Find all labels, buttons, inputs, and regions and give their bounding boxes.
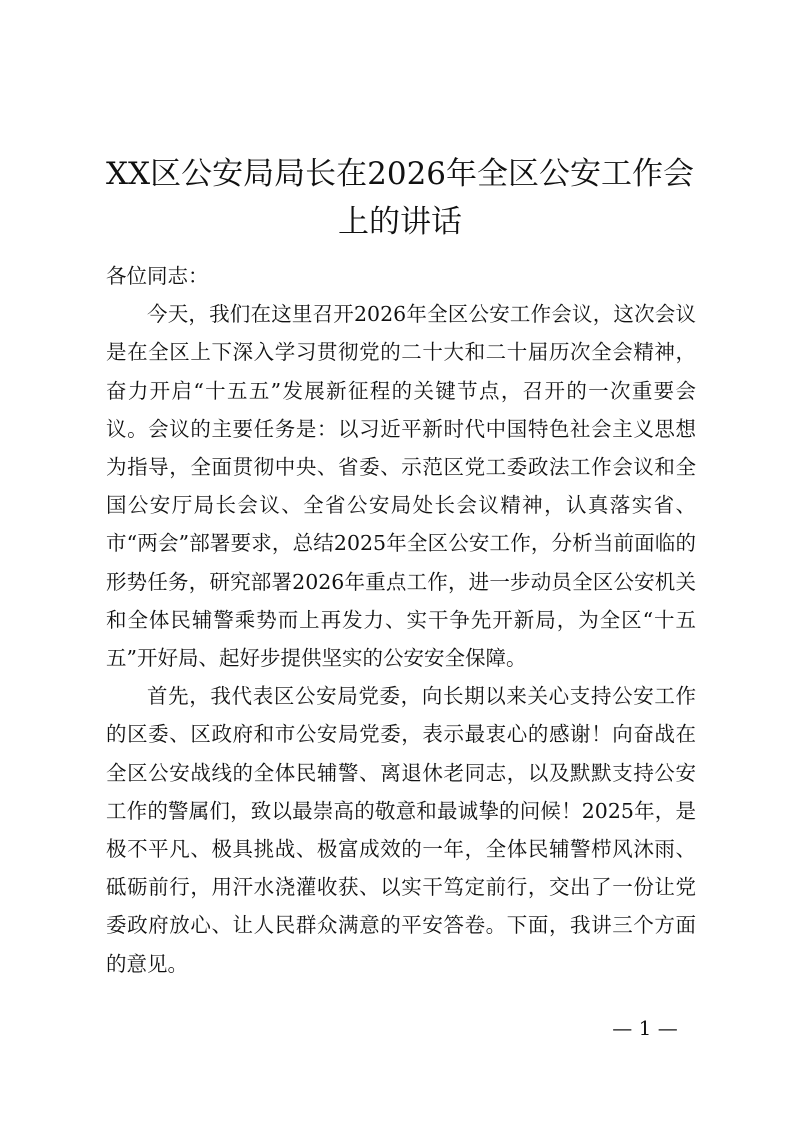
document-title: XX区公安局局长在2026年全区公安工作会上的讲话 <box>105 156 695 240</box>
paragraph-opening: 今天，我们在这里召开2026年全区公安工作会议，这次会议是在全区上下深入学习贯彻党的二十大和二十届历次全会精神，奋力开启“十五五”发展新征程的关键节点，召开的一次重要会议。会议的主要任务是：以习近平新时代中国特色社会主义思想为指导，全面贯彻中央、省委、示范区党工委政法工作会议和全国公安厅局长会议、全省公安局处长会议精神，认真落实省、市“两会”部署要求，总结2025年全区公安工作，分析当前面临的形势任务，研究部署2026年重点工作，进一步动员全区公安机关和全体民辅警乘势而上再发力、实干争先开新局，为全区“十五五”开好局、起好步提供坚实的公安安全保障。 <box>106 302 696 671</box>
salutation: 各位同志： <box>106 264 209 288</box>
paragraph-thanks: 首先，我代表区公安局党委，向长期以来关心支持公安工作的区委、区政府和市公安局党委，表示最衷心的感谢！向奋战在全区公安战线的全体民辅警、离退休老同志，以及默默支持公安工作的警属们，致以最崇高的敬意和最诚挚的问候！2025年，是极不平凡、极具挑战、极富成效的一年，全体民辅警栉风沐雨、砥砺前行，用汗水浇灌收获、以实干笃定前行，交出了一份让党委政府放心、让人民群众满意的平安答卷。下面，我讲三个方面的意见。 <box>106 684 696 976</box>
page-number: — 1 — <box>612 1016 678 1040</box>
document-body <box>106 257 696 983</box>
